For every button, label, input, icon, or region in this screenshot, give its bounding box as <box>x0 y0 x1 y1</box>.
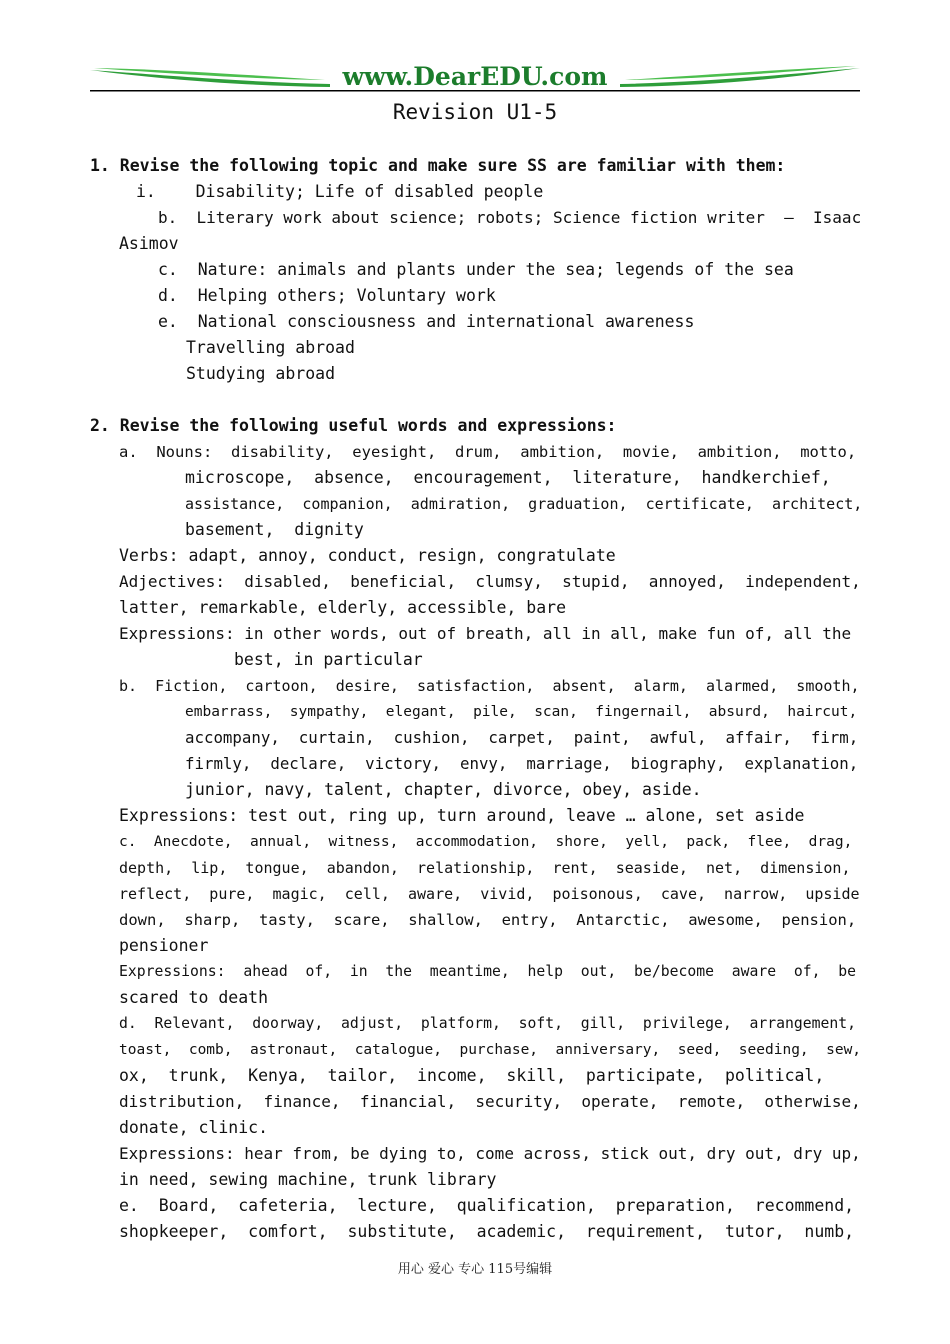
topic-item-d: d. Helping others; Voluntary work <box>158 286 496 305</box>
topic-item-e-sub: Studying abroad <box>186 364 336 383</box>
list-b: firmly, declare, victory, envy, marriage, biography, explanation, <box>185 754 859 773</box>
page-title: Revision U1-5 <box>392 100 558 124</box>
list-a-nouns: microscope, absence, encouragement, literature, handkerchief, <box>185 468 831 487</box>
list-a-expressions: Expressions: in other words, out of breath, all in all, make fun of, all the <box>119 624 852 643</box>
list-a-nouns: a. Nouns: disability, eyesight, drum, ambition, movie, ambition, motto, <box>119 443 857 461</box>
list-c: down, sharp, tasty, scare, shallow, entry, Antarctic, awesome, pension, <box>119 911 857 929</box>
list-c: c. Anecdote, annual, witness, accommodation, shore, yell, pack, flee, drag, <box>119 834 853 850</box>
list-d-expressions: Expressions: hear from, be dying to, come across, stick out, dry out, dry up, <box>119 1144 861 1163</box>
list-d: d. Relevant, doorway, adjust, platform, soft, gill, privilege, arrangement, <box>119 1015 857 1032</box>
site-logo-banner <box>90 60 860 96</box>
list-c-expressions: scared to death <box>119 988 269 1007</box>
list-c: pensioner <box>119 936 209 955</box>
section-2-heading: 2. Revise the following useful words and expressions: <box>90 416 617 435</box>
logo-text: www.DearEDU.com <box>342 62 608 91</box>
list-d: donate, clinic. <box>119 1118 269 1137</box>
list-a-expressions: best, in particular <box>234 650 423 669</box>
list-e: e. Board, cafeteria, lecture, qualification, preparation, recommend, <box>119 1196 855 1215</box>
topic-item-b-cont: Asimov <box>119 234 179 253</box>
list-b-expressions: Expressions: test out, ring up, turn around, leave … alone, set aside <box>119 806 805 825</box>
topic-item-c: c. Nature: animals and plants under the sea; legends of the sea <box>158 260 794 279</box>
page-footer: 用心 爱心 专心 115号编辑 <box>397 1262 553 1277</box>
list-b: accompany, curtain, cushion, carpet, paint, awful, affair, firm, <box>185 728 859 747</box>
list-d: toast, comb, astronaut, catalogue, purchase, anniversary, seed, seeding, sew, <box>119 1042 862 1058</box>
list-b: embarrass, sympathy, elegant, pile, scan, fingernail, absurd, haircut, <box>185 704 858 720</box>
list-d: ox, trunk, Kenya, tailor, income, skill, participate, political, <box>119 1066 825 1085</box>
topic-item-i: i. Disability; Life of disabled people <box>136 182 544 201</box>
list-c-expressions: Expressions: ahead of, in the meantime, help out, be/become aware of, be <box>119 963 857 980</box>
list-d: distribution, finance, financial, security, operate, remote, otherwise, <box>119 1092 861 1111</box>
topic-item-e: e. National consciousness and international awareness <box>158 312 695 331</box>
list-a-adjectives: latter, remarkable, elderly, accessible, bare <box>119 598 567 617</box>
section-1-heading: 1. Revise the following topic and make sure SS are familiar with them: <box>90 156 786 175</box>
list-a-nouns: basement, dignity <box>185 520 364 539</box>
list-c: reflect, pure, magic, cell, aware, vivid, poisonous, cave, narrow, upside <box>119 885 860 903</box>
list-a-nouns: assistance, companion, admiration, graduation, certificate, architect, <box>185 495 863 513</box>
list-b: b. Fiction, cartoon, desire, satisfaction, absent, alarm, alarmed, smooth, <box>119 677 860 695</box>
list-a-adjectives: Adjectives: disabled, beneficial, clumsy, stupid, annoyed, independent, <box>119 572 861 591</box>
list-e: shopkeeper, comfort, substitute, academic, requirement, tutor, numb, <box>119 1222 855 1241</box>
topic-item-b: b. Literary work about science; robots; Science fiction writer – Isaac <box>158 208 862 227</box>
list-a-verbs: Verbs: adapt, annoy, conduct, resign, congratulate <box>119 546 616 565</box>
list-b: junior, navy, talent, chapter, divorce, obey, aside. <box>185 780 702 799</box>
list-d-expressions: in need, sewing machine, trunk library <box>119 1170 497 1189</box>
list-c: depth, lip, tongue, abandon, relationship, rent, seaside, net, dimension, <box>119 859 851 877</box>
topic-item-e-sub: Travelling abroad <box>186 338 355 357</box>
